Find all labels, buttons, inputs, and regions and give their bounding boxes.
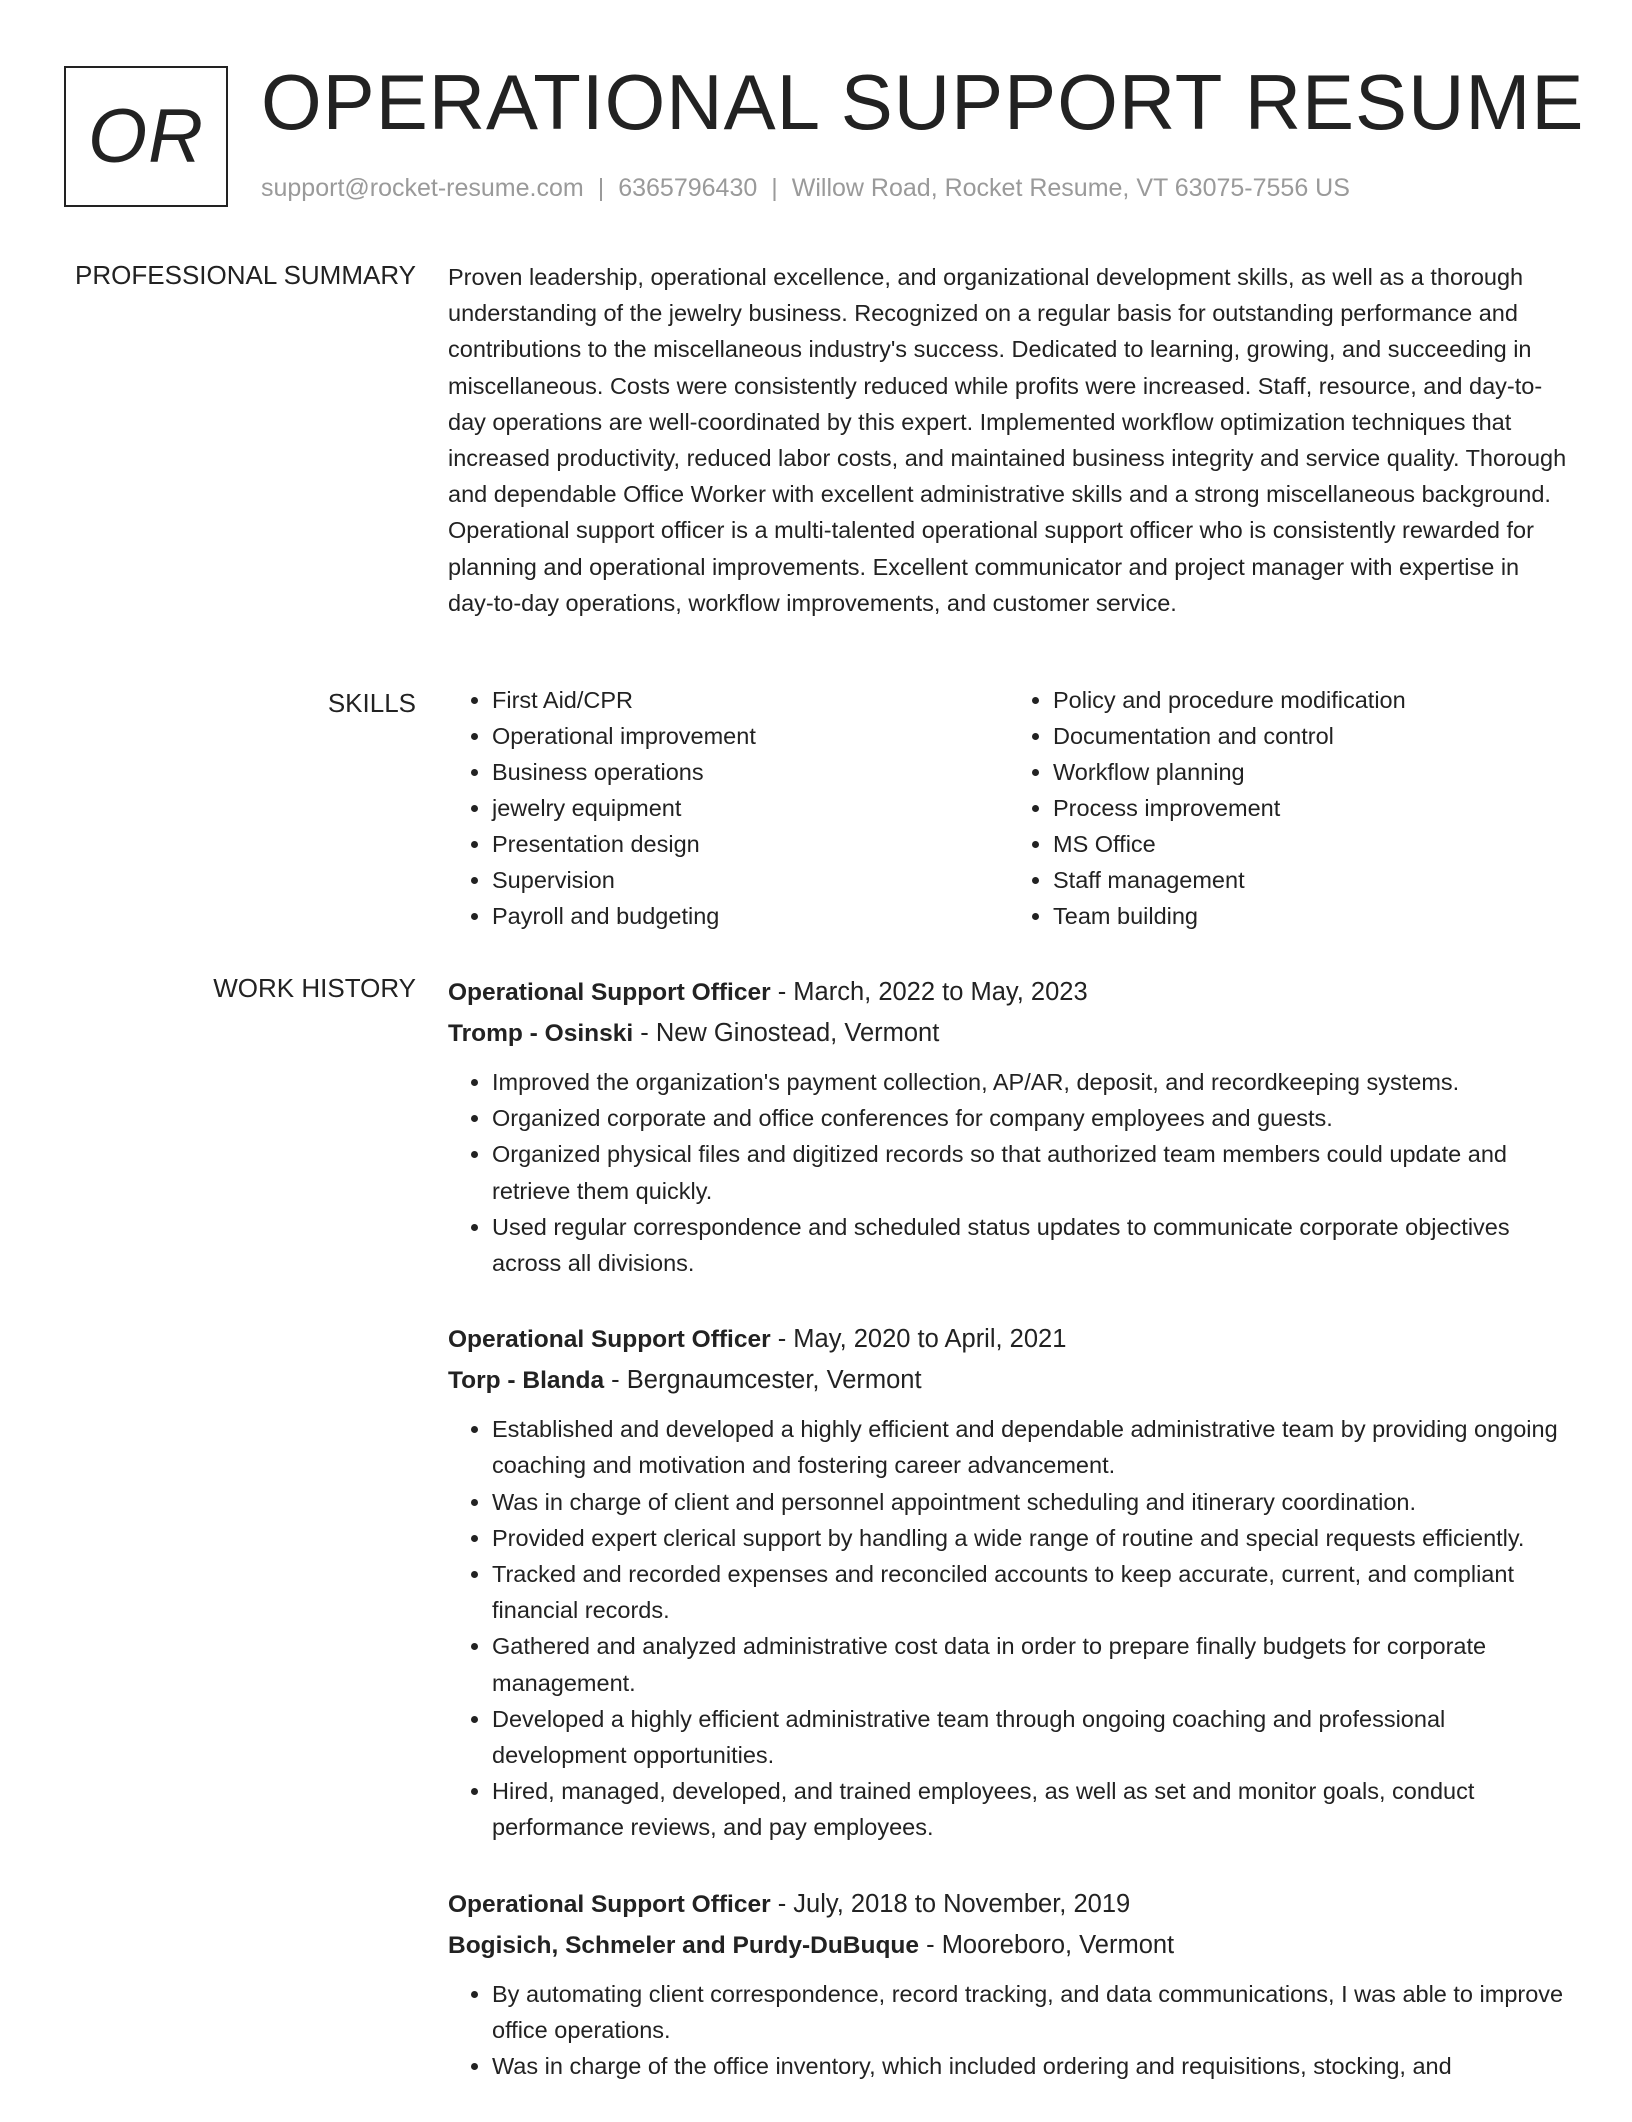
contact-separator: | [771,174,778,202]
job-company: Bogisich, Schmeler and Purdy-DuBuque [448,1931,920,1959]
skills-column-right [1009,682,1570,934]
job-bullet: • Established and developed a highly efficient and dependable administrative team by providing ongoing coaching and motivation and fostering career advancement. [492,1411,1570,1483]
skill-item: • Business operations [492,754,1009,790]
contact-phone: 6365796430 [618,174,758,202]
job-title: Operational Support Officer [448,1890,771,1918]
job-location: Mooreboro, Vermont [941,1930,1175,1959]
job-bullet: • By automating client correspondence, record tracking, and data communications, I was able to improve office operations. [492,1976,1570,2048]
job-bullet: • Provided expert clerical support by handling a wide range of routine and special requests efficiently. [492,1520,1570,1556]
job-title-line [448,972,1570,1013]
job-bullet: • Organized corporate and office conferences for company employees and guests. [492,1100,1570,1136]
job-bullet: • Improved the organization's payment collection, AP/AR, deposit, and recordkeeping systems. [492,1064,1570,1100]
job-bullet: • Was in charge of the office inventory, which included ordering and requisitions, stocking, and [492,2048,1570,2084]
job-title-line [448,1884,1570,1925]
job-entry [448,1884,1570,2085]
job-company-line [448,1925,1570,1966]
work-history-heading: WORK HISTORY [213,973,416,1003]
skill-item: • Process improvement [1053,790,1570,826]
skill-item: • MS Office [1053,826,1570,862]
job-bullet: • Gathered and analyzed administrative cost data in order to prepare finally budgets for corporate management. [492,1628,1570,1700]
job-bullet: • Hired, managed, developed, and trained employees, as well as set and monitor goals, conduct performance reviews, and pay employees. [492,1773,1570,1845]
job-company-line [448,1360,1570,1401]
dash: - [770,978,794,1006]
summary-text: Proven leadership, operational excellence, and organizational development skills, as well as a thorough understanding of the jewelry business. Recognized on a regular basis for outstanding performance and contributions to the miscellaneous industry's success. Dedicated to learning, growing, and succeeding in miscellaneous. Costs were consistently reduced while profits were increased. Staff, resource, and day-to-day operations are well-coordinated by this expert. Implemented workflow optimization techniques that increased productivity, reduced labor costs, and maintained business integrity and service quality. Thorough and dependable Office Worker with excellent administrative skills and a strong miscellaneous background. Operational support officer is a multi-talented operational support officer who is consistently rewarded for planning and operational improvements. Excellent communicator and project manager with expertise in day-to-day operations, workflow improvements, and customer service. [448,264,1567,616]
job-bullet: • Organized physical files and digitized records so that authorized team members could update and retrieve them quickly. [492,1136,1570,1208]
job-entry [448,972,1570,1281]
job-location: New Ginostead, Vermont [655,1019,940,1047]
skill-item: • Documentation and control [1053,718,1570,754]
dash: - [633,1019,656,1047]
skill-item: • Payroll and budgeting [492,898,1009,934]
job-company: Tromp - Osinski [448,1020,634,1047]
dash: - [770,1325,794,1354]
skill-item: • jewelry equipment [492,790,1009,826]
job-company-line [448,1013,1570,1054]
skill-item: • Presentation design [492,826,1009,862]
job-bullet: • Tracked and recorded expenses and reconciled accounts to keep accurate, current, and compliant financial records. [492,1556,1570,1628]
skill-item: • Team building [1053,898,1570,934]
skill-item: • Supervision [492,862,1009,898]
job-location: Bergnaumcester, Vermont [626,1366,922,1395]
job-company: Torp - Blanda [448,1367,605,1395]
dash: - [770,1889,794,1918]
job-bullets [448,1411,1570,1845]
skill-item: • Staff management [1053,862,1570,898]
contact-address: Willow Road, Rocket Resume, VT 63075-7556 US [791,174,1350,202]
job-bullet: • Was in charge of client and personnel appointment scheduling and itinerary coordination. [492,1484,1570,1520]
job-dates: March, 2022 to May, 2023 [793,978,1088,1006]
job-title-line [448,1319,1570,1360]
dash: - [919,1930,942,1959]
skills-heading: SKILLS [327,688,416,718]
skills-list [448,682,1570,934]
contact-email: support@rocket-resume.com [261,174,584,202]
skill-item: • Policy and procedure modification [1053,682,1570,718]
work-history [448,972,1570,2122]
skill-item: • First Aid/CPR [492,682,1009,718]
job-entry [448,1319,1570,1845]
dash: - [604,1366,627,1395]
resume-title: OPERATIONAL SUPPORT RESUME [261,58,1585,146]
job-bullets [448,1064,1570,1281]
skill-item: • Workflow planning [1053,754,1570,790]
job-bullet: • Used regular correspondence and scheduled status updates to communicate corporate objectives across all divisions. [492,1209,1570,1281]
skill-item: • Operational improvement [492,718,1009,754]
summary-heading: PROFESSIONAL SUMMARY [75,260,416,290]
job-title: Operational Support Officer [448,979,771,1006]
contact-line [261,174,1350,203]
skills-column-left [448,682,1009,934]
monogram-initials: OR [88,94,204,179]
contact-separator: | [597,174,605,202]
job-bullet: • Developed a highly efficient administrative team through ongoing coaching and professional development opportunities. [492,1701,1570,1773]
job-bullets [448,1976,1570,2085]
job-dates: May, 2020 to April, 2021 [793,1325,1067,1354]
monogram-box [64,66,228,207]
job-title: Operational Support Officer [448,1326,771,1354]
job-dates: July, 2018 to November, 2019 [793,1889,1131,1918]
